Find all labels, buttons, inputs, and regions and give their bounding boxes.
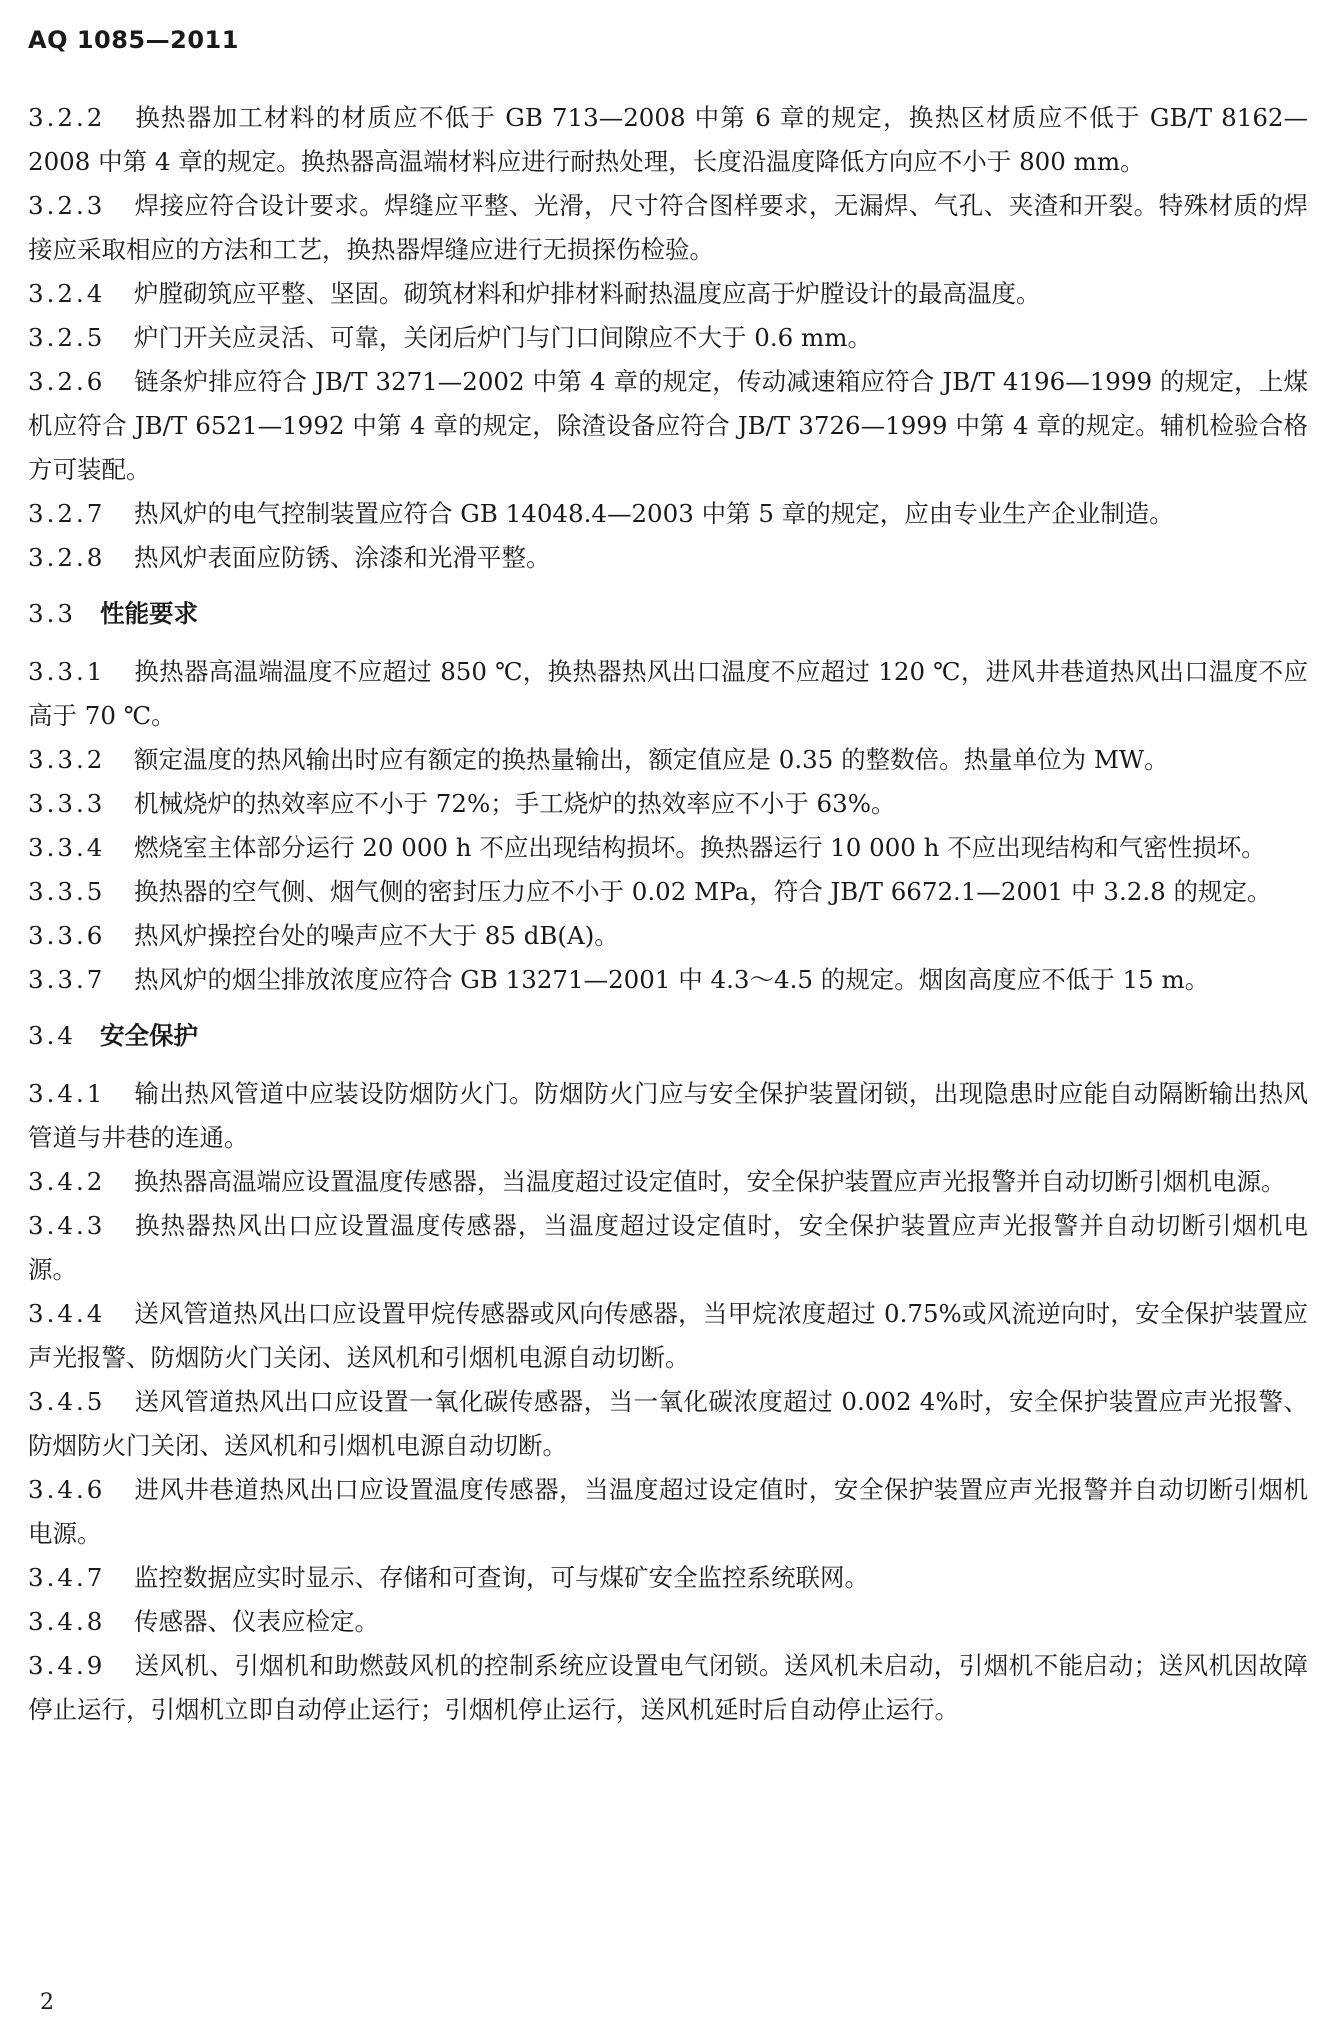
- clause-number: 3.4.6: [28, 1475, 106, 1504]
- clause-3-2-2: [28, 96, 1308, 184]
- clause-number: 3.4.3: [28, 1211, 106, 1240]
- section-3-2: [28, 96, 1308, 580]
- clause-text: 炉膛砌筑应平整、坚固。砌筑材料和炉排材料耐热温度应高于炉膛设计的最高温度。: [134, 279, 1041, 308]
- standard-code-header: AQ 1085—2011: [28, 26, 239, 54]
- clause-number: 3.2.2: [28, 103, 106, 132]
- clause-3-2-4: [28, 272, 1308, 316]
- clause-number: 3.3.4: [28, 833, 106, 862]
- clause-text: 进风井巷道热风出口应设置温度传感器，当温度超过设定值时，安全保护装置应声光报警并自动切断引烟机电源。: [28, 1475, 1308, 1548]
- clause-text: 机械烧炉的热效率应不小于 72%；手工烧炉的热效率应不小于 63%。: [134, 789, 896, 818]
- clause-text: 输出热风管道中应装设防烟防火门。防烟防火门应与安全保护装置闭锁，出现隐患时应能自动隔断输出热风管道与井巷的连通。: [28, 1079, 1308, 1152]
- clause-3-4-7: [28, 1556, 1308, 1600]
- document-body: [28, 96, 1308, 1732]
- clause-text: 热风炉操控台处的噪声应不大于 85 dB(A)。: [134, 921, 619, 950]
- clause-number: 3.4.8: [28, 1607, 106, 1636]
- clause-text: 链条炉排应符合 JB/T 3271—2002 中第 4 章的规定，传动减速箱应符合 JB/T 4196—1999 的规定，上煤机应符合 JB/T 6521—1992 中第 4 章的规定，除渣设备应符合 JB/T 3726—1999 中第 4 章的规定。辅机检验合格方可装配。: [28, 367, 1308, 484]
- clause-number: 3.4.7: [28, 1563, 106, 1592]
- clause-text: 热风炉的烟尘排放浓度应符合 GB 13271—2001 中 4.3～4.5 的规定。烟囱高度应不低于 15 m。: [134, 965, 1210, 994]
- clause-number: 3.3.3: [28, 789, 106, 818]
- clause-3-4-8: [28, 1600, 1308, 1644]
- clause-3-3-7: [28, 958, 1308, 1002]
- clause-number: 3.3.2: [28, 745, 106, 774]
- clause-3-4-9: [28, 1644, 1308, 1732]
- section-title: 性能要求: [99, 599, 198, 628]
- clause-3-2-5: [28, 316, 1308, 360]
- clause-3-4-2: [28, 1160, 1308, 1204]
- clause-number: 3.3.7: [28, 965, 106, 994]
- clause-text: 焊接应符合设计要求。焊缝应平整、光滑，尺寸符合图样要求，无漏焊、气孔、夹渣和开裂。特殊材质的焊接应采取相应的方法和工艺，换热器焊缝应进行无损探伤检验。: [28, 191, 1308, 264]
- clause-3-3-6: [28, 914, 1308, 958]
- clause-number: 3.2.6: [28, 367, 106, 396]
- clause-text: 换热器高温端应设置温度传感器，当温度超过设定值时，安全保护装置应声光报警并自动切断引烟机电源。: [134, 1167, 1286, 1196]
- clause-text: 监控数据应实时显示、存储和可查询，可与煤矿安全监控系统联网。: [134, 1563, 869, 1592]
- clause-3-2-8: [28, 536, 1308, 580]
- clause-text: 送风管道热风出口应设置甲烷传感器或风向传感器，当甲烷浓度超过 0.75%或风流逆向时，安全保护装置应声光报警、防烟防火门关闭、送风机和引烟机电源自动切断。: [28, 1299, 1308, 1372]
- clause-text: 额定温度的热风输出时应有额定的换热量输出，额定值应是 0.35 的整数倍。热量单位为 MW。: [134, 745, 1169, 774]
- clause-text: 传感器、仪表应检定。: [134, 1607, 379, 1636]
- clause-number: 3.2.4: [28, 279, 106, 308]
- clause-number: 3.3.5: [28, 877, 106, 906]
- clause-number: 3.2.5: [28, 323, 106, 352]
- clause-3-2-6: [28, 360, 1308, 492]
- clause-3-4-3: [28, 1204, 1308, 1292]
- clause-number: 3.2.8: [28, 543, 106, 572]
- clause-3-3-5: [28, 870, 1308, 914]
- clause-number: 3.4.2: [28, 1167, 106, 1196]
- clause-number: 3.2.3: [28, 191, 106, 220]
- clause-text: 燃烧室主体部分运行 20 000 h 不应出现结构损坏。换热器运行 10 000 h 不应出现结构和气密性损坏。: [134, 833, 1266, 862]
- clause-3-3-3: [28, 782, 1308, 826]
- section-3-4: [28, 1014, 1308, 1732]
- section-heading-3-3: [28, 592, 1308, 636]
- clause-3-4-4: [28, 1292, 1308, 1380]
- clause-text: 热风炉表面应防锈、涂漆和光滑平整。: [134, 543, 551, 572]
- clause-text: 换热器加工材料的材质应不低于 GB 713—2008 中第 6 章的规定，换热区材质应不低于 GB/T 8162—2008 中第 4 章的规定。换热器高温端材料应进行耐热处理，长度沿温度降低方向应不小于 800 mm。: [28, 103, 1308, 176]
- clause-3-2-7: [28, 492, 1308, 536]
- clause-3-3-1: [28, 650, 1308, 738]
- clause-number: 3.2.7: [28, 499, 106, 528]
- page-number: 2: [40, 1990, 54, 2015]
- section-3-3: [28, 592, 1308, 1002]
- clause-text: 热风炉的电气控制装置应符合 GB 14048.4—2003 中第 5 章的规定，应由专业生产企业制造。: [134, 499, 1174, 528]
- section-heading-3-4: [28, 1014, 1308, 1058]
- section-number: 3.3: [28, 599, 76, 628]
- clause-number: 3.3.6: [28, 921, 106, 950]
- clause-number: 3.4.5: [28, 1387, 106, 1416]
- clause-3-4-5: [28, 1380, 1308, 1468]
- clause-text: 炉门开关应灵活、可靠，关闭后炉门与门口间隙应不大于 0.6 mm。: [134, 323, 872, 352]
- clause-3-3-2: [28, 738, 1308, 782]
- clause-number: 3.4.1: [28, 1079, 106, 1108]
- section-number: 3.4: [28, 1021, 76, 1050]
- clause-text: 换热器高温端温度不应超过 850 ℃，换热器热风出口温度不应超过 120 ℃，进风井巷道热风出口温度不应高于 70 ℃。: [28, 657, 1308, 730]
- clause-3-3-4: [28, 826, 1308, 870]
- clause-text: 换热器的空气侧、烟气侧的密封压力应不小于 0.02 MPa，符合 JB/T 6672.1—2001 中 3.2.8 的规定。: [134, 877, 1272, 906]
- clause-3-4-1: [28, 1072, 1308, 1160]
- clause-3-4-6: [28, 1468, 1308, 1556]
- clause-text: 送风管道热风出口应设置一氧化碳传感器，当一氧化碳浓度超过 0.002 4%时，安全保护装置应声光报警、防烟防火门关闭、送风机和引烟机电源自动切断。: [28, 1387, 1308, 1460]
- clause-number: 3.3.1: [28, 657, 106, 686]
- section-title: 安全保护: [99, 1021, 198, 1050]
- clause-text: 换热器热风出口应设置温度传感器，当温度超过设定值时，安全保护装置应声光报警并自动切断引烟机电源。: [28, 1211, 1308, 1284]
- clause-text: 送风机、引烟机和助燃鼓风机的控制系统应设置电气闭锁。送风机未启动，引烟机不能启动；送风机因故障停止运行，引烟机立即自动停止运行；引烟机停止运行，送风机延时后自动停止运行。: [28, 1651, 1308, 1724]
- clause-number: 3.4.9: [28, 1651, 106, 1680]
- clause-number: 3.4.4: [28, 1299, 106, 1328]
- clause-3-2-3: [28, 184, 1308, 272]
